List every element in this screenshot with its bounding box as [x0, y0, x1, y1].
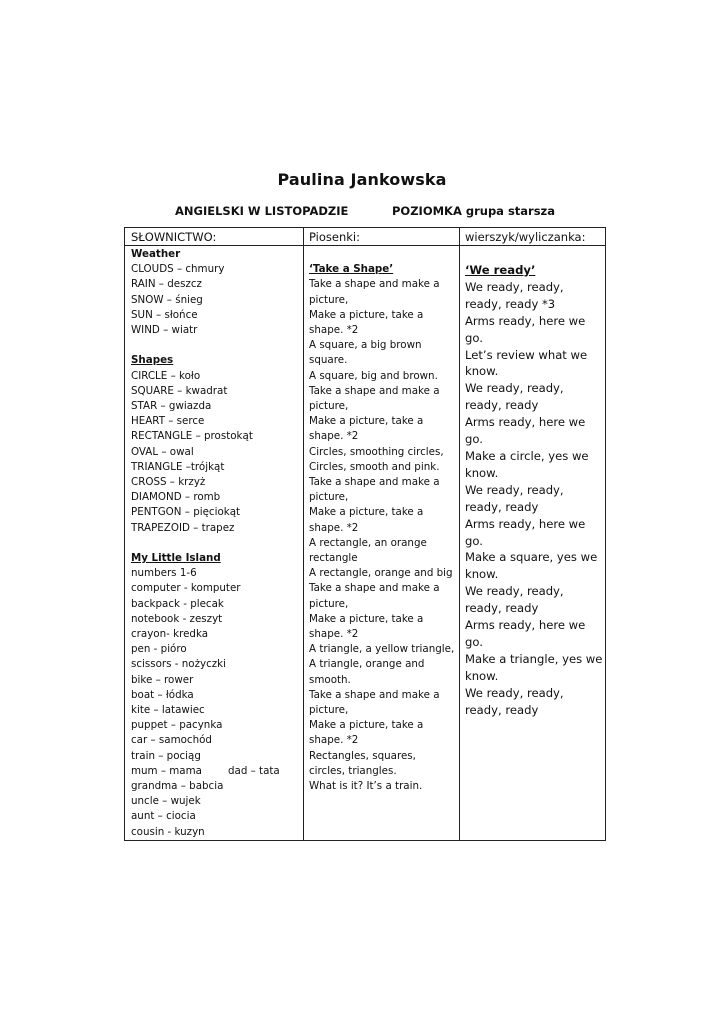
list-item: crayon- kredka	[131, 628, 209, 641]
list-item: OVAL – owal	[131, 445, 194, 458]
song-title: ‘Take a Shape’	[309, 263, 394, 276]
header-divider	[125, 245, 605, 246]
list-item: Make a triangle, yes we	[465, 651, 603, 666]
island-list	[131, 566, 301, 764]
list-item: ready, ready	[465, 398, 539, 413]
list-item: SNOW – śnieg	[131, 293, 203, 306]
list-item: A triangle, orange and	[309, 658, 425, 671]
list-item: We ready, ready,	[465, 381, 564, 396]
vocabulary-column	[131, 247, 301, 840]
rhyme-lyrics	[465, 279, 603, 719]
list-item: train – pociąg	[131, 749, 201, 762]
list-item: go.	[465, 533, 483, 548]
shapes-list	[131, 369, 301, 536]
list-item: shape. *2	[309, 734, 359, 747]
list-item: We ready, ready,	[465, 482, 564, 497]
list-item: picture,	[309, 704, 349, 717]
list-item: shape. *2	[309, 324, 359, 336]
list-item: Rectangles, squares,	[309, 749, 416, 762]
list-item: grandma – babcia	[131, 780, 224, 793]
lesson-table	[124, 227, 606, 841]
list-item: A rectangle, orange and big	[309, 567, 453, 580]
list-item: go.	[465, 330, 483, 345]
list-item: Make a square, yes we	[465, 550, 598, 565]
list-item: We ready, ready,	[465, 279, 564, 294]
list-item: CLOUDS – chmury	[131, 263, 225, 276]
list-item: uncle – wujek	[131, 795, 201, 808]
list-item: go.	[465, 634, 483, 649]
list-item: car – samochód	[131, 734, 212, 747]
list-item: aunt – ciocia	[131, 810, 196, 823]
list-item: HEART – serce	[131, 415, 205, 428]
list-item: bike – rower	[131, 673, 194, 686]
list-item: rectangle	[309, 552, 358, 565]
list-item: cousin - kuzyn	[131, 825, 205, 838]
song-lyrics	[309, 277, 459, 794]
list-item: A rectangle, an orange	[309, 536, 427, 549]
list-item: DIAMOND – romb	[131, 491, 221, 504]
list-item: RECTANGLE – prostokąt	[131, 430, 253, 443]
list-item: square.	[309, 354, 348, 367]
list-item: Take a shape and make a	[309, 278, 440, 291]
shapes-heading: Shapes	[131, 354, 174, 367]
list-item: What is it? It’s a train.	[309, 780, 423, 793]
list-item: Take a shape and make a	[309, 476, 440, 489]
rhyme-column	[465, 262, 603, 718]
list-item: picture,	[309, 400, 349, 413]
list-item: picture,	[309, 491, 349, 504]
rhyme-title: ‘We ready’	[465, 263, 536, 277]
list-item: We ready, ready,	[465, 584, 564, 599]
vocab-mum: mum – mama	[131, 764, 202, 777]
list-item: computer - komputer	[131, 582, 241, 595]
list-item: shape. *2	[309, 628, 359, 641]
list-item: A triangle, a yellow triangle,	[309, 643, 455, 656]
list-item: pen - pióro	[131, 643, 187, 656]
subtitle-topic: ANGIELSKI W LISTOPADZIE	[175, 204, 349, 218]
list-item: puppet – pacynka	[131, 719, 223, 732]
list-item	[131, 764, 301, 779]
list-item: We ready, ready,	[465, 685, 564, 700]
list-item: ready, ready	[465, 702, 539, 717]
list-item: STAR – gwiazda	[131, 400, 212, 413]
list-item: ready, ready	[465, 601, 539, 616]
list-item: A square, a big brown	[309, 339, 422, 352]
list-item: SQUARE – kwadrat	[131, 384, 228, 397]
list-item: go.	[465, 432, 483, 447]
list-item: Make a circle, yes we	[465, 448, 589, 463]
list-item: WIND – wiatr	[131, 324, 198, 337]
list-item: TRIANGLE –trójkąt	[131, 460, 225, 473]
list-item: kite – latawiec	[131, 704, 205, 717]
list-item: Make a picture, take a	[309, 506, 424, 519]
list-item: Make a picture, take a	[309, 719, 424, 732]
list-item: Circles, smoothing circles,	[309, 445, 444, 458]
list-item: Let’s review what we	[465, 347, 588, 362]
list-item: CROSS – krzyż	[131, 476, 206, 489]
list-item: boat – łódka	[131, 688, 194, 701]
list-item: picture,	[309, 293, 349, 306]
list-item: A square, big and brown.	[309, 369, 438, 382]
list-item: RAIN – deszcz	[131, 278, 202, 291]
list-item: Take a shape and make a	[309, 384, 440, 397]
list-item: Take a shape and make a	[309, 688, 440, 701]
list-item: know.	[465, 668, 499, 683]
list-item: TRAPEZOID – trapez	[131, 521, 235, 534]
list-item: scissors - nożyczki	[131, 658, 226, 671]
list-item: shape. *2	[309, 521, 359, 534]
list-item: know.	[465, 364, 499, 379]
list-item: PENTGON – pięciokąt	[131, 506, 241, 519]
list-item: know.	[465, 465, 499, 480]
weather-list	[131, 262, 301, 338]
list-item: ready, ready	[465, 499, 539, 514]
column-divider	[459, 228, 460, 840]
weather-heading: Weather	[131, 248, 181, 260]
column-divider	[303, 228, 304, 840]
header-rhyme: wierszyk/wyliczanka:	[465, 230, 586, 244]
list-item: Circles, smooth and pink.	[309, 460, 440, 473]
island-heading: My Little Island	[131, 552, 221, 565]
page-title: Paulina Jankowska	[277, 170, 447, 189]
list-item: know.	[465, 567, 499, 582]
header-songs: Piosenki:	[309, 230, 360, 244]
subtitle-group: POZIOMKA grupa starsza	[392, 204, 556, 218]
list-item: picture,	[309, 597, 349, 610]
header-vocabulary: SŁOWNICTWO:	[131, 230, 217, 244]
vocab-dad: dad – tata	[227, 764, 280, 777]
list-item: CIRCLE – koło	[131, 369, 201, 382]
family-list	[131, 779, 301, 840]
list-item: ready, ready *3	[465, 296, 556, 311]
list-item: smooth.	[309, 673, 351, 686]
song-column	[309, 247, 459, 794]
list-item: Make a picture, take a	[309, 612, 424, 625]
list-item: numbers 1-6	[131, 567, 197, 580]
list-item: Arms ready, here we	[465, 313, 586, 328]
list-item: Arms ready, here we	[465, 516, 586, 531]
list-item: notebook - zeszyt	[131, 612, 223, 625]
list-item: Arms ready, here we	[465, 415, 586, 430]
list-item: circles, triangles.	[309, 764, 397, 777]
list-item: SUN – słońce	[131, 308, 198, 321]
list-item: shape. *2	[309, 430, 359, 443]
list-item: Arms ready, here we	[465, 618, 586, 633]
list-item: Make a picture, take a	[309, 308, 424, 321]
list-item: Take a shape and make a	[309, 582, 440, 595]
list-item: Make a picture, take a	[309, 415, 424, 428]
list-item: backpack - plecak	[131, 597, 224, 610]
